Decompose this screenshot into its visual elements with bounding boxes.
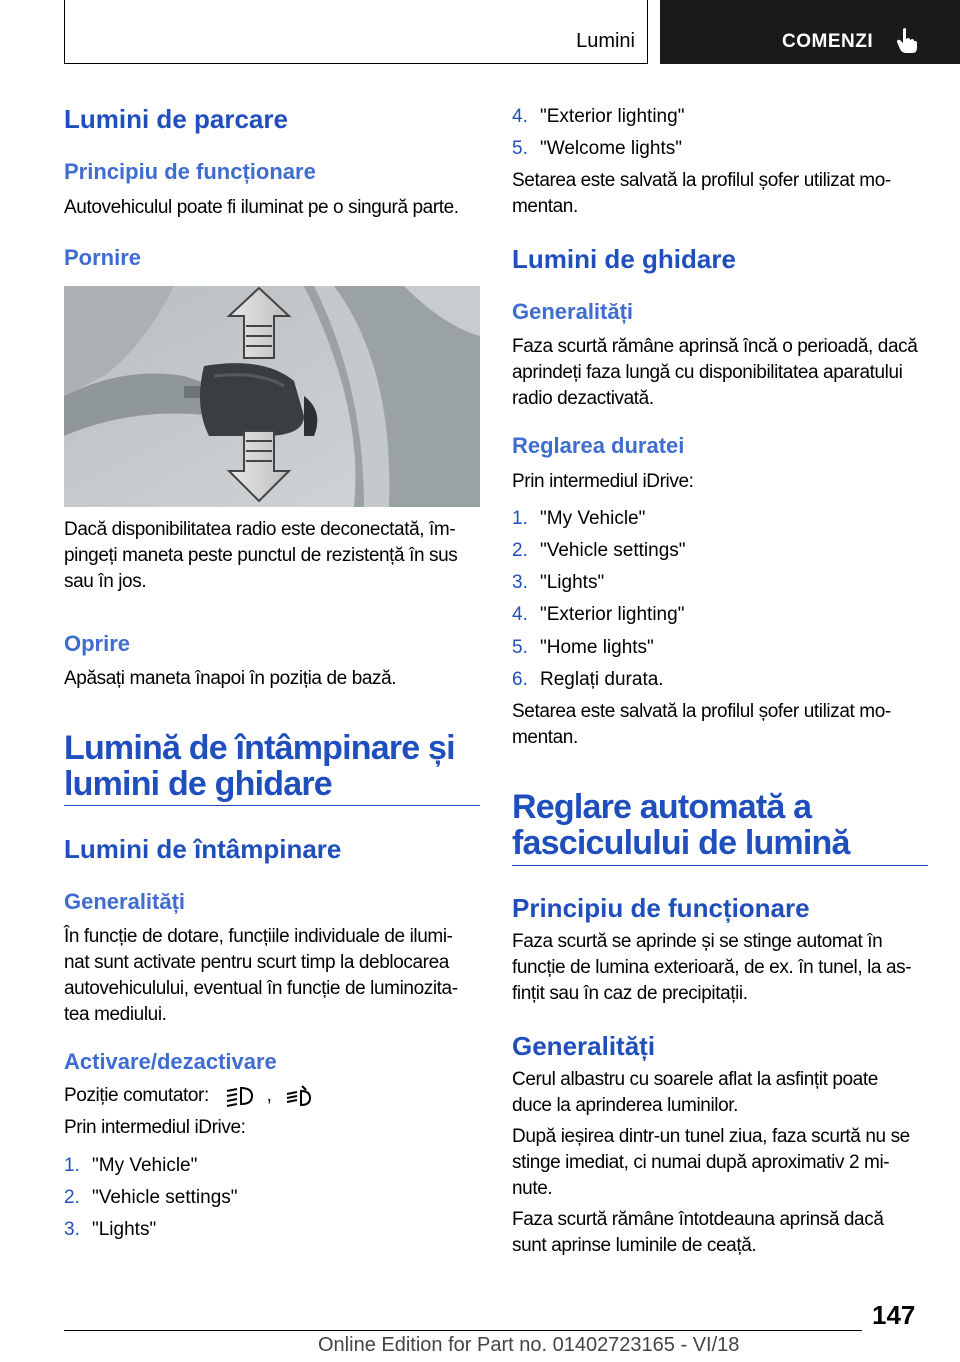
auto-general3-line-2: sunt aprinse luminile de ceață. xyxy=(512,1235,757,1256)
heading-welcome-guide-line-1: Lumină de întâmpinare și xyxy=(64,729,455,767)
heading-welcome-guide-line-2: lumini de ghidare xyxy=(64,765,332,803)
saved-text-line-2: mentan. xyxy=(512,196,578,217)
switch-position-line xyxy=(64,1083,480,1109)
header-section-title: Lumini xyxy=(576,30,635,52)
guide-general-line-1: Faza scurtă rămâne aprinsă încă o perioadă, dacă xyxy=(512,336,918,357)
list-item: 1. "My Vehicle" xyxy=(64,1155,198,1176)
list-item: 2. "Vehicle settings" xyxy=(64,1187,238,1208)
list-item: 3. "Lights" xyxy=(512,572,605,593)
on-text-line-2: pingeți maneta peste punctul de rezistență în sus xyxy=(64,545,458,566)
heading-auto-principle: Principiu de funcționare xyxy=(512,893,810,923)
header-section-tab xyxy=(64,0,648,64)
pointing-hand-icon xyxy=(896,27,918,53)
general-text-line-2: nat sunt activate pentru scurt timp la deblocarea xyxy=(64,952,449,973)
footer-rule xyxy=(64,1330,862,1331)
on-text-line-1: Dacă disponibilitatea radio este deconectată, îm- xyxy=(64,519,456,540)
list-item: 3. "Lights" xyxy=(64,1219,157,1240)
heading-welcome-lights: Lumini de întâmpinare xyxy=(64,834,342,864)
saved-text2-line-2: mentan. xyxy=(512,727,578,748)
heading-duration: Reglarea duratei xyxy=(512,433,685,458)
heading-auto-beam-line-1: Reglare automată a xyxy=(512,788,812,826)
general-text-line-1: În funcție de dotare, funcțiile individuale de ilumi- xyxy=(64,926,453,947)
heading-principle: Principiu de funcționare xyxy=(64,159,316,184)
auto-general2-line-2: stinge imediat, ci numai după aproximativ 2 mi- xyxy=(512,1152,890,1173)
turn-lever-image xyxy=(64,286,480,507)
off-text: Apăsați maneta înapoi în poziția de bază. xyxy=(64,668,397,689)
auto-general2-line-3: nute. xyxy=(512,1178,553,1199)
auto-general1-line-2: duce la aprinderea luminilor. xyxy=(512,1095,739,1116)
heading-parking-lights: Lumini de parcare xyxy=(64,104,288,134)
header-nav-tab[interactable] xyxy=(660,0,960,64)
general-text-line-3: autovehiculului, eventual în funcție de luminozita- xyxy=(64,978,458,999)
auto-principle-line-1: Faza scurtă se aprinde și se stinge automat în xyxy=(512,931,883,952)
saved-text-line-1: Setarea este salvată la profilul șofer utilizat mo- xyxy=(512,170,891,191)
light-switch-illustration xyxy=(64,286,480,507)
section-rule xyxy=(512,865,928,866)
heading-guide-lights: Lumini de ghidare xyxy=(512,244,736,274)
header-nav-label: COMENZI xyxy=(782,31,874,52)
page-number: 147 xyxy=(872,1300,916,1330)
via-idrive-text: Prin intermediul iDrive: xyxy=(64,1117,246,1138)
list-item: 4. "Exterior lighting" xyxy=(512,106,685,127)
saved-text2-line-1: Setarea este salvată la profilul șofer utilizat mo- xyxy=(512,701,891,722)
heading-general: Generalități xyxy=(64,889,186,914)
auto-principle-line-2: funcție de lumina exterioară, de ex. în tunel, la as- xyxy=(512,957,912,978)
edition-text: Online Edition for Part no. 01402723165 - VI/18 xyxy=(318,1334,740,1356)
switch-separator: , xyxy=(266,1085,272,1106)
auto-general3-line-1: Faza scurtă rămâne întotdeauna aprinsă dacă xyxy=(512,1209,884,1230)
auto-general2-line-1: După ieșirea dintr-un tunel ziua, faza scurtă nu se xyxy=(512,1126,910,1147)
via-idrive-text-2: Prin intermediul iDrive: xyxy=(512,471,694,492)
heading-auto-beam-line-2: fasciculului de lumină xyxy=(512,824,850,862)
list-item: 4. "Exterior lighting" xyxy=(512,604,685,625)
auto-light-icon xyxy=(282,1085,314,1107)
list-item: 5. "Home lights" xyxy=(512,637,654,658)
list-item: 6. Reglați durata. xyxy=(512,669,664,690)
list-item: 5. "Welcome lights" xyxy=(512,138,682,159)
auto-principle-line-3: fințit sau în caz de precipitații. xyxy=(512,983,748,1004)
list-item: 1. "My Vehicle" xyxy=(512,508,646,529)
auto-general1-line-1: Cerul albastru cu soarele aflat la asfințit poate xyxy=(512,1069,878,1090)
heading-on: Pornire xyxy=(64,245,142,270)
heading-off: Oprire xyxy=(64,631,131,656)
list-item: 2. "Vehicle settings" xyxy=(512,540,686,561)
principle-text: Autovehiculul poate fi iluminat pe o singură parte. xyxy=(64,197,459,218)
switch-position-label: Poziție comutator: xyxy=(64,1085,209,1106)
section-rule xyxy=(64,805,480,806)
heading-guide-general: Generalități xyxy=(512,299,634,324)
general-text-line-4: tea mediului. xyxy=(64,1004,167,1025)
on-text-line-3: sau în jos. xyxy=(64,571,147,592)
guide-general-line-2: aprindeți faza lungă cu disponibilitatea aparatului xyxy=(512,362,903,383)
low-beam-icon xyxy=(224,1085,256,1107)
guide-general-line-3: radio dezactivată. xyxy=(512,388,654,409)
heading-auto-general: Generalități xyxy=(512,1031,656,1061)
heading-activate: Activare/dezactivare xyxy=(64,1049,277,1074)
